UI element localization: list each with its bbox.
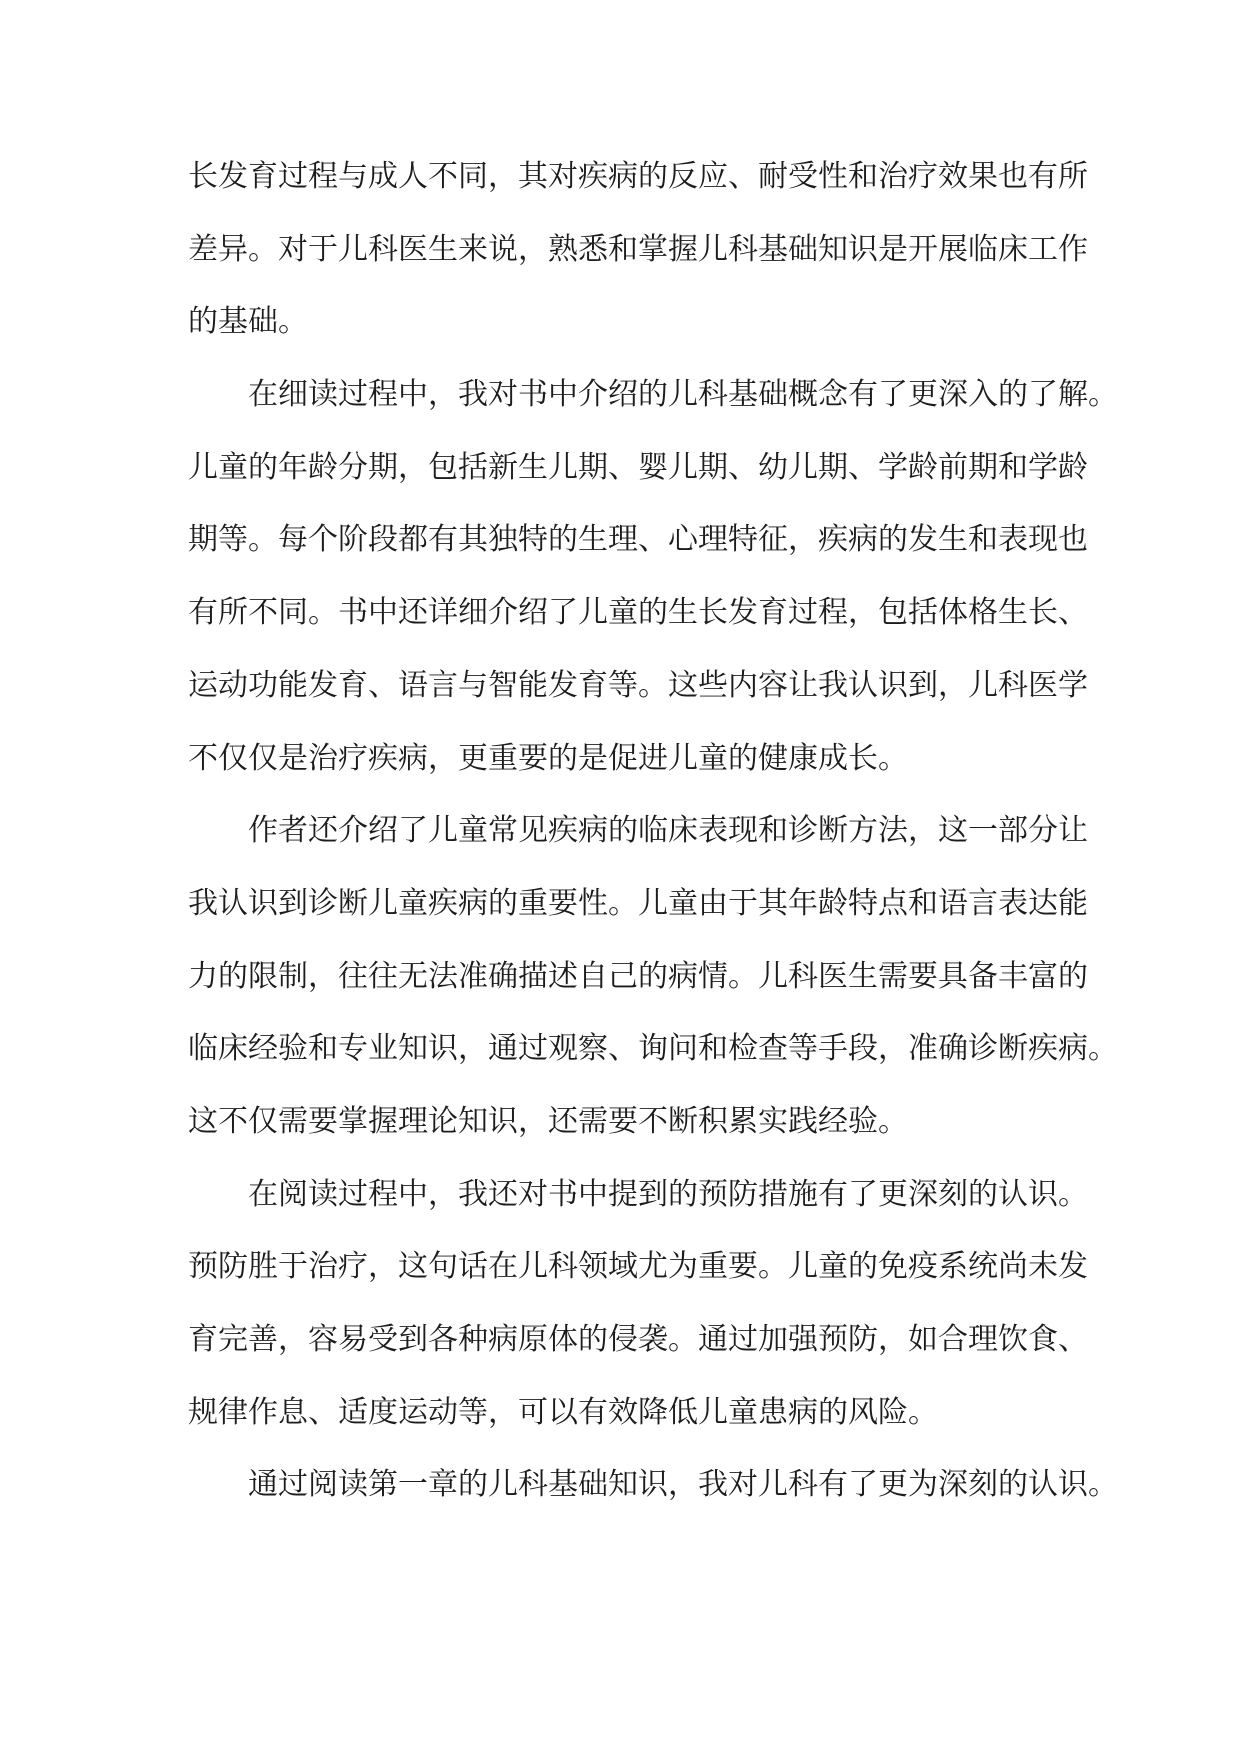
text-line: 不仅仅是治疗疾病，更重要的是促进儿童的健康成长。 [188,740,908,776]
text-line: 作者还介绍了儿童常见疾病的临床表现和诊断方法，这一部分让 [248,813,1088,849]
text-line: 这不仅需要掌握理论知识，还需要不断积累实践经验。 [188,1103,908,1139]
text-line: 在细读过程中，我对书中介绍的儿科基础概念有了更深入的了解。 [248,377,1118,413]
text-line: 儿童的年龄分期，包括新生儿期、婴儿期、幼儿期、学龄前期和学龄 [188,449,1088,485]
paragraph [188,1159,1088,1450]
text-line: 运动功能发育、语言与智能发育等。这些内容让我认识到，儿科医学 [188,667,1088,703]
text-line: 规律作息、适度运动等，可以有效降低儿童患病的风险。 [188,1394,938,1430]
text-line: 差异。对于儿科医生来说，熟悉和掌握儿科基础知识是开展临床工作 [188,231,1088,267]
text-line: 期等。每个阶段都有其独特的生理、心理特征，疾病的发生和表现也 [188,522,1088,558]
text-line: 力的限制，往往无法准确描述自己的病情。儿科医生需要具备丰富的 [188,958,1088,994]
paragraph [188,1449,1118,1522]
text-line: 育完善，容易受到各种病原体的侵袭。通过加强预防，如合理饮食、 [188,1322,1088,1357]
text-line: 通过阅读第一章的儿科基础知识，我对儿科有了更为深刻的认识。 [248,1467,1118,1503]
paragraph [188,795,1118,1158]
text-line: 临床经验和专业知识，通过观察、询问和检查等手段，准确诊断疾病。 [188,1031,1118,1067]
paragraph [188,141,1088,359]
text-line: 的基础。 [188,304,308,340]
text-line: 我认识到诊断儿童疾病的重要性。儿童由于其年龄特点和语言表达能 [188,885,1088,921]
text-line: 在阅读过程中，我还对书中提到的预防措施有了更深刻的认识。 [248,1176,1088,1212]
body-text [188,141,1118,1522]
text-line: 预防胜于治疗，这句话在儿科领域尤为重要。儿童的免疫系统尚未发 [188,1249,1088,1285]
text-line: 有所不同。书中还详细介绍了儿童的生长发育过程，包括体格生长、 [188,595,1088,631]
text-line: 长发育过程与成人不同，其对疾病的反应、耐受性和治疗效果也有所 [188,159,1088,194]
paragraph [188,359,1118,795]
